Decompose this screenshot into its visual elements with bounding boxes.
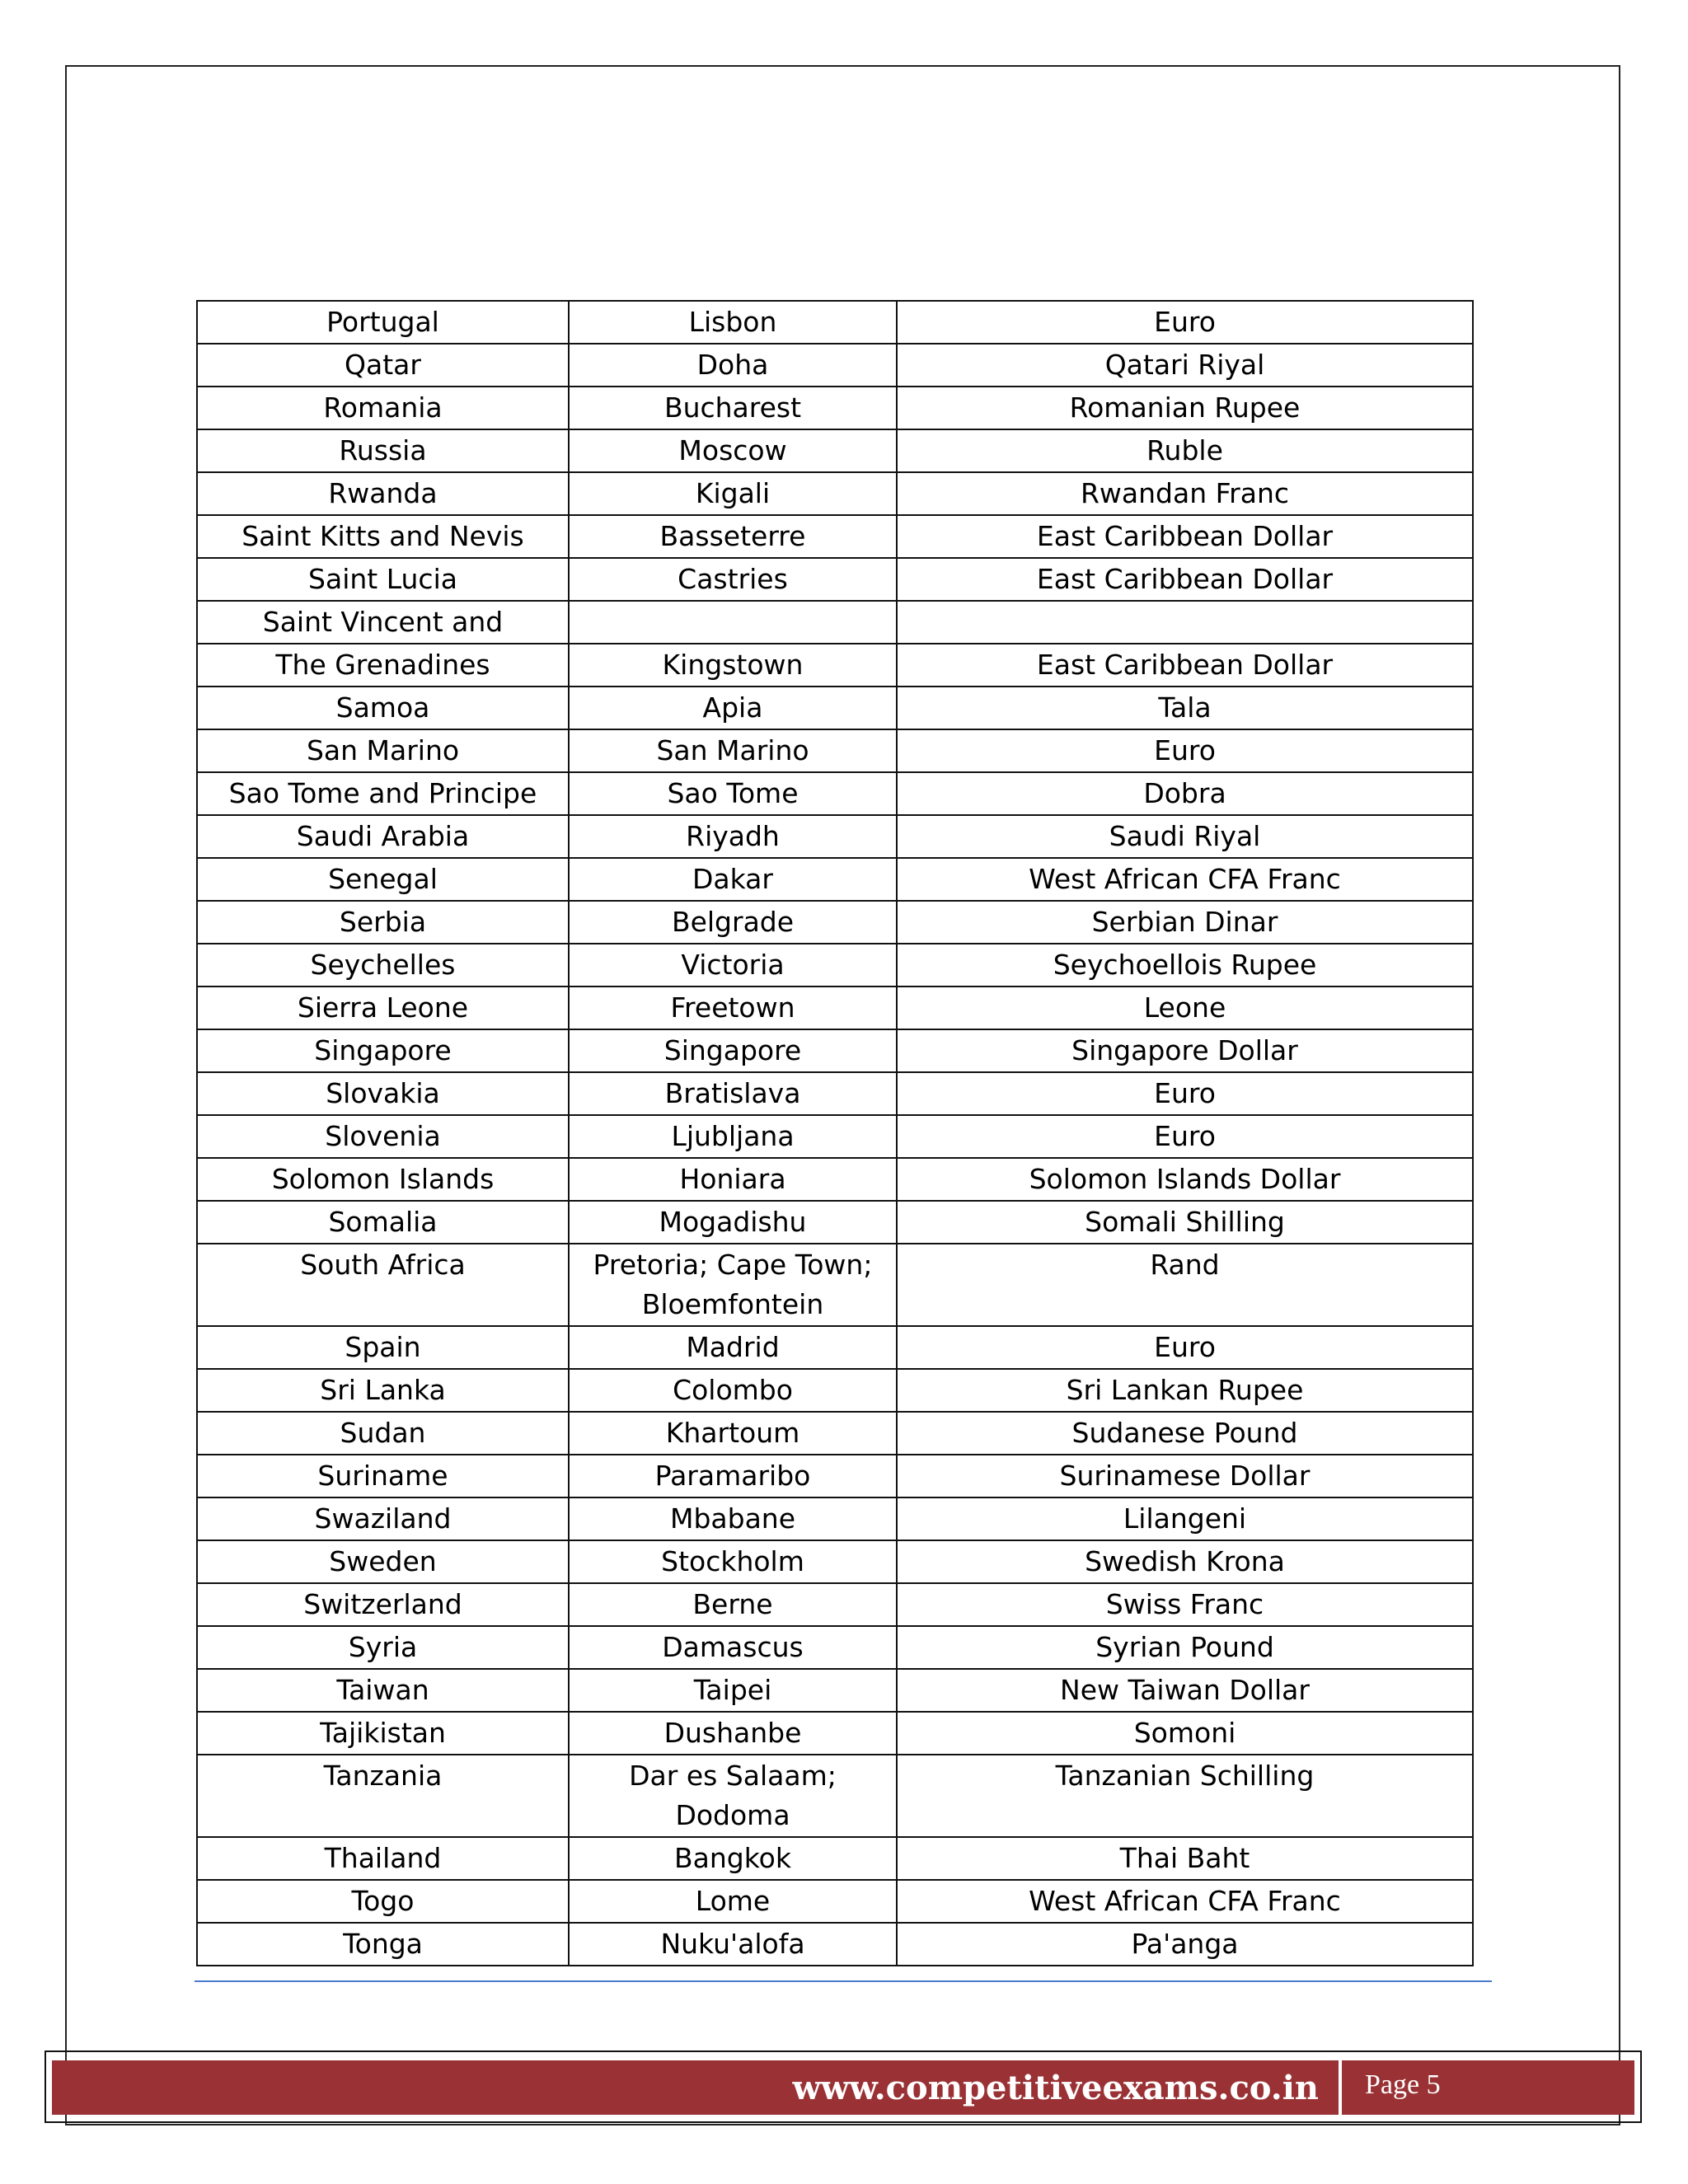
capital-cell: Singapore [569,1029,897,1072]
country-cell: Togo [197,1880,569,1923]
currency-cell: Surinamese Dollar [897,1455,1473,1497]
footer-divider [1339,2054,1342,2121]
table-row [197,901,1473,944]
country-cell: Saint Lucia [197,558,569,601]
currency-cell: Sri Lankan Rupee [897,1369,1473,1412]
country-cell: Sao Tome and Principe [197,772,569,815]
table-row [197,644,1473,687]
country-cell: Saudi Arabia [197,815,569,858]
currency-cell: Somoni [897,1712,1473,1755]
table-row [197,472,1473,515]
country-cell: Switzerland [197,1583,569,1626]
table-row [197,1712,1473,1755]
country-cell: Taiwan [197,1669,569,1712]
country-cell: Senegal [197,858,569,901]
capital-cell: Damascus [569,1626,897,1669]
currency-cell: Solomon Islands Dollar [897,1158,1473,1201]
country-cell: Sri Lanka [197,1369,569,1412]
country-cell: San Marino [197,729,569,772]
table-row [197,1072,1473,1115]
capital-cell: Sao Tome [569,772,897,815]
currency-cell: West African CFA Franc [897,1880,1473,1923]
capital-cell: Victoria [569,944,897,987]
currency-cell: Ruble [897,429,1473,472]
capital-cell: Stockholm [569,1540,897,1583]
page-number: Page 5 [1365,2069,1441,2100]
table-row [197,601,1473,644]
currency-cell: Serbian Dinar [897,901,1473,944]
currency-cell: Tanzanian Schilling [897,1755,1473,1837]
capital-cell: Ljubljana [569,1115,897,1158]
currency-cell: Sudanese Pound [897,1412,1473,1455]
currency-cell: Tala [897,687,1473,729]
capital-cell: Mbabane [569,1497,897,1540]
currency-cell: Thai Baht [897,1837,1473,1880]
country-cell: Saint Kitts and Nevis [197,515,569,558]
country-cell: Thailand [197,1837,569,1880]
table-row [197,1923,1473,1966]
capital-cell: Dakar [569,858,897,901]
currency-cell: Euro [897,729,1473,772]
capital-cell: Honiara [569,1158,897,1201]
country-cell: Slovenia [197,1115,569,1158]
currency-cell: Lilangeni [897,1497,1473,1540]
currency-cell: Pa'anga [897,1923,1473,1966]
table-row [197,558,1473,601]
currency-cell: Leone [897,987,1473,1029]
country-cell: Tanzania [197,1755,569,1837]
footer-separator-line [195,1980,1492,1982]
country-cell: Portugal [197,301,569,344]
table-row [197,344,1473,387]
currency-cell: Somali Shilling [897,1201,1473,1244]
table-row [197,1455,1473,1497]
country-cell: Somalia [197,1201,569,1244]
capital-cell: Mogadishu [569,1201,897,1244]
country-cell: Sudan [197,1412,569,1455]
table-row [197,687,1473,729]
capital-cell: Bucharest [569,387,897,429]
currency-cell: Dobra [897,772,1473,815]
currency-cell: Romanian Rupee [897,387,1473,429]
table-row [197,1626,1473,1669]
table-row [197,1369,1473,1412]
country-cell: Tajikistan [197,1712,569,1755]
capital-cell: Colombo [569,1369,897,1412]
currency-cell: Euro [897,1115,1473,1158]
currency-cell [897,601,1473,644]
currency-cell: New Taiwan Dollar [897,1669,1473,1712]
table-row [197,1029,1473,1072]
currency-cell: Euro [897,1072,1473,1115]
currency-cell: East Caribbean Dollar [897,515,1473,558]
currency-cell: Swedish Krona [897,1540,1473,1583]
capital-cell: Dar es Salaam; Dodoma [569,1755,897,1837]
capital-cell: San Marino [569,729,897,772]
table-row [197,1201,1473,1244]
currency-cell: Qatari Riyal [897,344,1473,387]
country-cell: Serbia [197,901,569,944]
currency-cell: Rand [897,1244,1473,1326]
table-row [197,1158,1473,1201]
country-cell: Spain [197,1326,569,1369]
capital-cell: Paramaribo [569,1455,897,1497]
table-row [197,987,1473,1029]
capital-cell: Bangkok [569,1837,897,1880]
currency-cell: Euro [897,301,1473,344]
capital-cell: Kigali [569,472,897,515]
country-cell: Saint Vincent and [197,601,569,644]
country-cell: Syria [197,1626,569,1669]
capital-cell: Castries [569,558,897,601]
country-cell: Singapore [197,1029,569,1072]
country-cell: Tonga [197,1923,569,1966]
country-cell: Russia [197,429,569,472]
capital-cell: Freetown [569,987,897,1029]
table-row [197,944,1473,987]
capital-cell: Taipei [569,1669,897,1712]
country-cell: Samoa [197,687,569,729]
currency-cell: Seychoellois Rupee [897,944,1473,987]
country-cell: Romania [197,387,569,429]
table-row [197,387,1473,429]
country-cell: Solomon Islands [197,1158,569,1201]
currency-cell: Euro [897,1326,1473,1369]
table-row [197,858,1473,901]
capital-cell: Nuku'alofa [569,1923,897,1966]
capital-cell: Moscow [569,429,897,472]
capital-cell [569,601,897,644]
table-row [197,1583,1473,1626]
table-row [197,429,1473,472]
country-capital-currency-table [196,300,1474,1966]
table-body [197,301,1473,1966]
capital-cell: Bratislava [569,1072,897,1115]
capital-cell: Riyadh [569,815,897,858]
footer-website-link[interactable]: www.competitiveexams.co.in [792,2069,1319,2107]
country-cell: Rwanda [197,472,569,515]
table-row [197,1837,1473,1880]
currency-cell: Saudi Riyal [897,815,1473,858]
country-cell: Seychelles [197,944,569,987]
country-cell: Slovakia [197,1072,569,1115]
table-row [197,301,1473,344]
capital-cell: Dushanbe [569,1712,897,1755]
country-cell: Sierra Leone [197,987,569,1029]
currency-cell: Rwandan Franc [897,472,1473,515]
table-row [197,815,1473,858]
table-row [197,772,1473,815]
currency-cell: West African CFA Franc [897,858,1473,901]
country-cell: Qatar [197,344,569,387]
table-row [197,1244,1473,1326]
capital-cell: Khartoum [569,1412,897,1455]
country-cell: South Africa [197,1244,569,1326]
capital-cell: Apia [569,687,897,729]
currency-cell: Syrian Pound [897,1626,1473,1669]
table-row [197,729,1473,772]
capital-cell: Basseterre [569,515,897,558]
table-row [197,1540,1473,1583]
table-row [197,1497,1473,1540]
capital-cell: Belgrade [569,901,897,944]
table-row [197,1669,1473,1712]
currency-cell: Singapore Dollar [897,1029,1473,1072]
currency-cell: East Caribbean Dollar [897,558,1473,601]
table-row [197,1880,1473,1923]
table-row [197,1412,1473,1455]
capital-cell: Berne [569,1583,897,1626]
country-cell: The Grenadines [197,644,569,687]
currency-cell: Swiss Franc [897,1583,1473,1626]
capital-cell: Pretoria; Cape Town; Bloemfontein [569,1244,897,1326]
capital-cell: Lisbon [569,301,897,344]
currency-cell: East Caribbean Dollar [897,644,1473,687]
capital-cell: Kingstown [569,644,897,687]
capital-cell: Madrid [569,1326,897,1369]
capital-cell: Lome [569,1880,897,1923]
country-cell: Sweden [197,1540,569,1583]
table-row [197,1326,1473,1369]
table-row [197,1115,1473,1158]
country-cell: Suriname [197,1455,569,1497]
table-row [197,1755,1473,1837]
table-row [197,515,1473,558]
capital-cell: Doha [569,344,897,387]
country-cell: Swaziland [197,1497,569,1540]
